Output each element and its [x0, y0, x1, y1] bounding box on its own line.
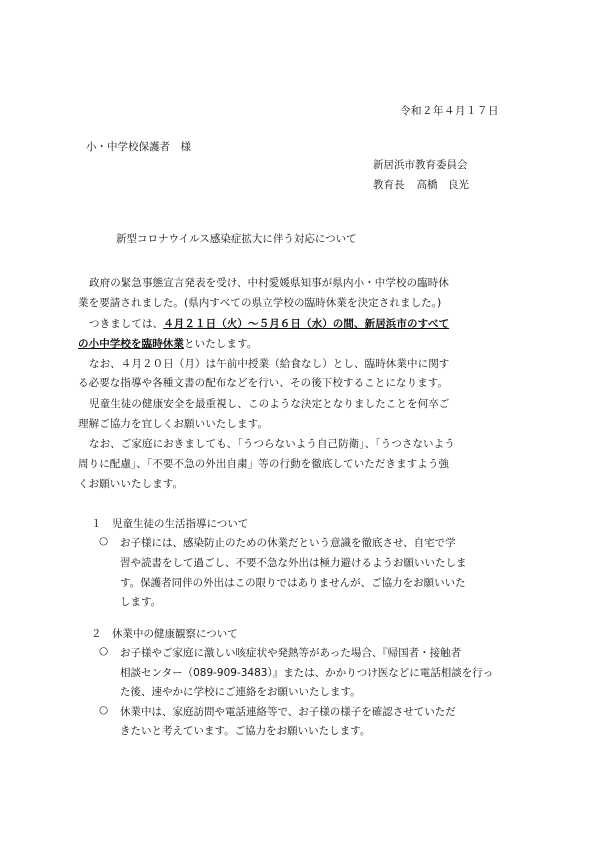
- body-line: [78, 336, 257, 351]
- body-line: 児童生徒の健康安全を最重視し、このような決定となりましたことを何卒ご: [89, 398, 450, 410]
- body-line: 周りに配慮」、「不要不急の外出自粛」等の行動を徹底していただきますよう強: [78, 458, 450, 470]
- sender-name: 高橋 良光: [416, 179, 469, 191]
- sender-organization: 新居浜市教育委員会: [373, 159, 468, 171]
- closure-scope: の小中学校を臨時休業: [78, 338, 184, 350]
- body-line: くお願いいたします。: [78, 478, 184, 490]
- section-heading-2: ２ 休業中の健康観察について: [91, 628, 238, 640]
- body-line: なお、４月２０日（月）は午前中授業（給食なし）とし、臨時休業中に関す: [89, 358, 450, 370]
- body-line: 政府の緊急事態宣言発表を受け、中村愛媛県知事が県内小・中学校の臨時休: [89, 277, 449, 289]
- document-date: 令和２年４月１７日: [400, 105, 499, 117]
- list-item-line: お子様やご家庭に激しい咳症状や発熱等があった場合、『帰国者・接触者: [120, 647, 462, 659]
- sender-title: 教育長: [373, 179, 405, 191]
- closure-period: ４月２１日（火）～５月６日（水）の間、新居浜市のすべて: [163, 318, 450, 330]
- list-item-line: きたいと考えています。ご協力をお願いいたします。: [120, 725, 371, 737]
- list-item-line: 相談センター（089-909-3483）』または、かかりつけ医などに電話相談を行っ: [120, 667, 494, 679]
- bullet-circle: ○: [99, 535, 109, 547]
- body-line: 業を要請されました。(県内すべての県立学校の臨時休業を決定されました。): [78, 297, 442, 309]
- sender-signature: [373, 177, 469, 192]
- body-line: 理解ご協力を宜しくお願いいたします。: [78, 418, 268, 430]
- bullet-circle: ○: [99, 704, 109, 716]
- list-item-line: 休業中は、家庭訪問や電話連絡等で、お子様の様子を確認させていただ: [120, 706, 456, 718]
- body-line: [89, 316, 449, 331]
- list-item-line: す。保護者同伴の外出はこの限りではありませんが、ご協力をお願いいた: [120, 577, 466, 589]
- document-title: 新型コロナウイルス感染症拡大に伴う対応について: [116, 233, 357, 245]
- list-item-line: します。: [120, 596, 162, 608]
- body-text: つきましては、: [89, 318, 164, 330]
- body-text: といたします。: [184, 338, 258, 350]
- body-line: る必要な指導や各種文書の配布などを行い、その後下校することになります。: [78, 377, 449, 389]
- list-item-line: た後、速やかに学校にご連絡をお願いいたします。: [120, 686, 361, 698]
- section-heading-1: １ 児童生徒の生活指導について: [91, 518, 249, 530]
- bullet-circle: ○: [99, 645, 109, 657]
- recipient: 小・中学校保護者 様: [86, 141, 191, 153]
- body-line: なお、ご家庭におきましても、「うつらないよう自己防衛」、「うつさないよう: [89, 438, 455, 450]
- list-item-line: お子様には、感染防止のための休業だという意識を徹底させ、自宅で学: [120, 537, 456, 549]
- list-item-line: 習や読書をして過ごし、不要不急な外出は極力避けるようお願いいたしま: [120, 557, 467, 569]
